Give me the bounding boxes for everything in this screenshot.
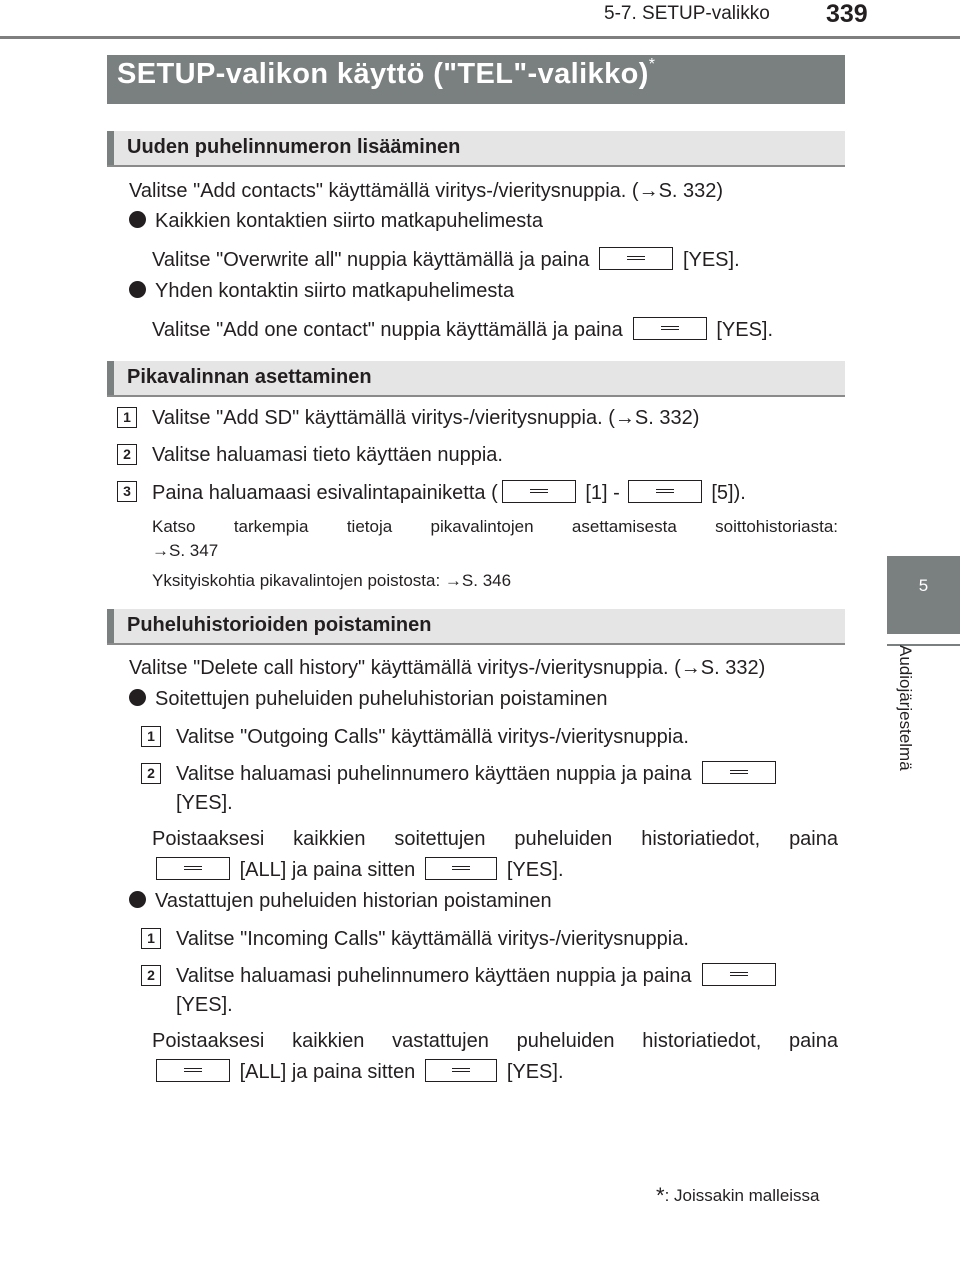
knob-button-icon [156,857,230,880]
knob-button-icon [599,247,673,270]
note-text: →S. 347 [152,541,219,560]
chapter-label-text: Audiojärjestelmä [896,645,915,771]
asterisk-mark: * [656,1183,665,1208]
knob-button-icon [425,857,497,880]
header-rule [0,36,960,39]
chapter-label [876,645,934,795]
step-number: 2 [117,444,137,465]
section-header: 5-7. SETUP-valikko [604,3,770,24]
page-title [117,58,655,91]
note-text: Katso tarkempia tietoja pikavalintojen asettamisesta soittohistoriasta: [152,517,838,536]
section-heading-bar [107,131,845,167]
step-number: 1 [141,928,161,949]
section-heading-bar [107,361,845,397]
step-text: Valitse "Outgoing Calls" käyttämällä viritys-/vieritysnuppia. [176,726,689,748]
knob-button-icon [425,1059,497,1082]
asterisk-mark: * [648,56,656,73]
step-text: Valitse haluamasi puhelinnumero käyttäen nuppia ja paina [176,761,780,786]
note-text: Yksityiskohtia pikavalintojen poistosta: →S. 346 [152,571,512,590]
section-heading: Uuden puhelinnumeron lisääminen [127,136,461,158]
bullet-item: Soitettujen puheluiden puheluhistorian poistaminen [129,687,608,711]
step-text: Valitse haluamasi puhelinnumero käyttäen nuppia ja paina [176,963,780,988]
paragraph: Valitse "Overwrite all" nuppia käyttämällä ja paina [YES]. [152,249,740,271]
page-title-text: SETUP-valikon käyttö ("TEL"-valikko) [117,58,649,90]
section-heading: Pikavalinnan asettaminen [127,366,372,388]
page-number: 339 [826,0,868,28]
step-number: 1 [117,407,137,428]
paragraph: Valitse "Add one contact" nuppia käyttämällä ja paina [YES]. [152,319,774,341]
step-number: 1 [141,726,161,747]
paragraph: Valitse "Add contacts" käyttämällä viritys-/vieritysnuppia. (→S. 332) [129,180,724,202]
bullet-item: Yhden kontaktin siirto matkapuhelimesta [129,279,514,303]
bullet-item: Vastattujen puheluiden historian poistaminen [129,889,552,913]
step-text: Valitse "Incoming Calls" käyttämällä viritys-/vieritysnuppia. [176,928,689,950]
note-text: Poistaaksesi kaikkien soitettujen puheluiden historiatiedot, paina [152,828,838,850]
knob-button-icon [702,761,776,784]
bullet-item: Kaikkien kontaktien siirto matkapuhelimesta [129,209,543,233]
step-text: Valitse haluamasi tieto käyttäen nuppia. [152,444,503,466]
bullet-icon [129,211,146,228]
step-text: Valitse "Add SD" käyttämällä viritys-/vieritysnuppia. (→S. 332) [152,407,700,429]
step-text: [YES]. [176,994,233,1016]
bullet-icon [129,891,146,908]
section-heading: Puheluhistorioiden poistaminen [127,614,432,636]
step-number: 3 [117,481,137,502]
note-text: [ALL] ja paina sitten [YES]. [152,857,564,882]
step-text: [YES]. [176,792,233,814]
bullet-icon [129,689,146,706]
step-text: Paina haluamaasi esivalintapainiketta ( [1] - [5]). [152,482,746,504]
note-text: [ALL] ja paina sitten [YES]. [152,1059,564,1084]
step-number: 2 [141,763,161,784]
step-number: 2 [141,965,161,986]
knob-button-icon [502,480,576,503]
footnote: *: Joissakin malleissa [656,1183,820,1208]
knob-button-icon [628,480,702,503]
section-heading-bar [107,609,845,645]
bullet-icon [129,281,146,298]
knob-button-icon [156,1059,230,1082]
note-text: Poistaaksesi kaikkien vastattujen puheluiden historiatiedot, paina [152,1030,838,1052]
paragraph: Valitse "Delete call history" käyttämällä viritys-/vieritysnuppia. (→S. 332) [129,657,766,679]
knob-button-icon [633,317,707,340]
knob-button-icon [702,963,776,986]
chapter-number: 5 [918,576,929,595]
